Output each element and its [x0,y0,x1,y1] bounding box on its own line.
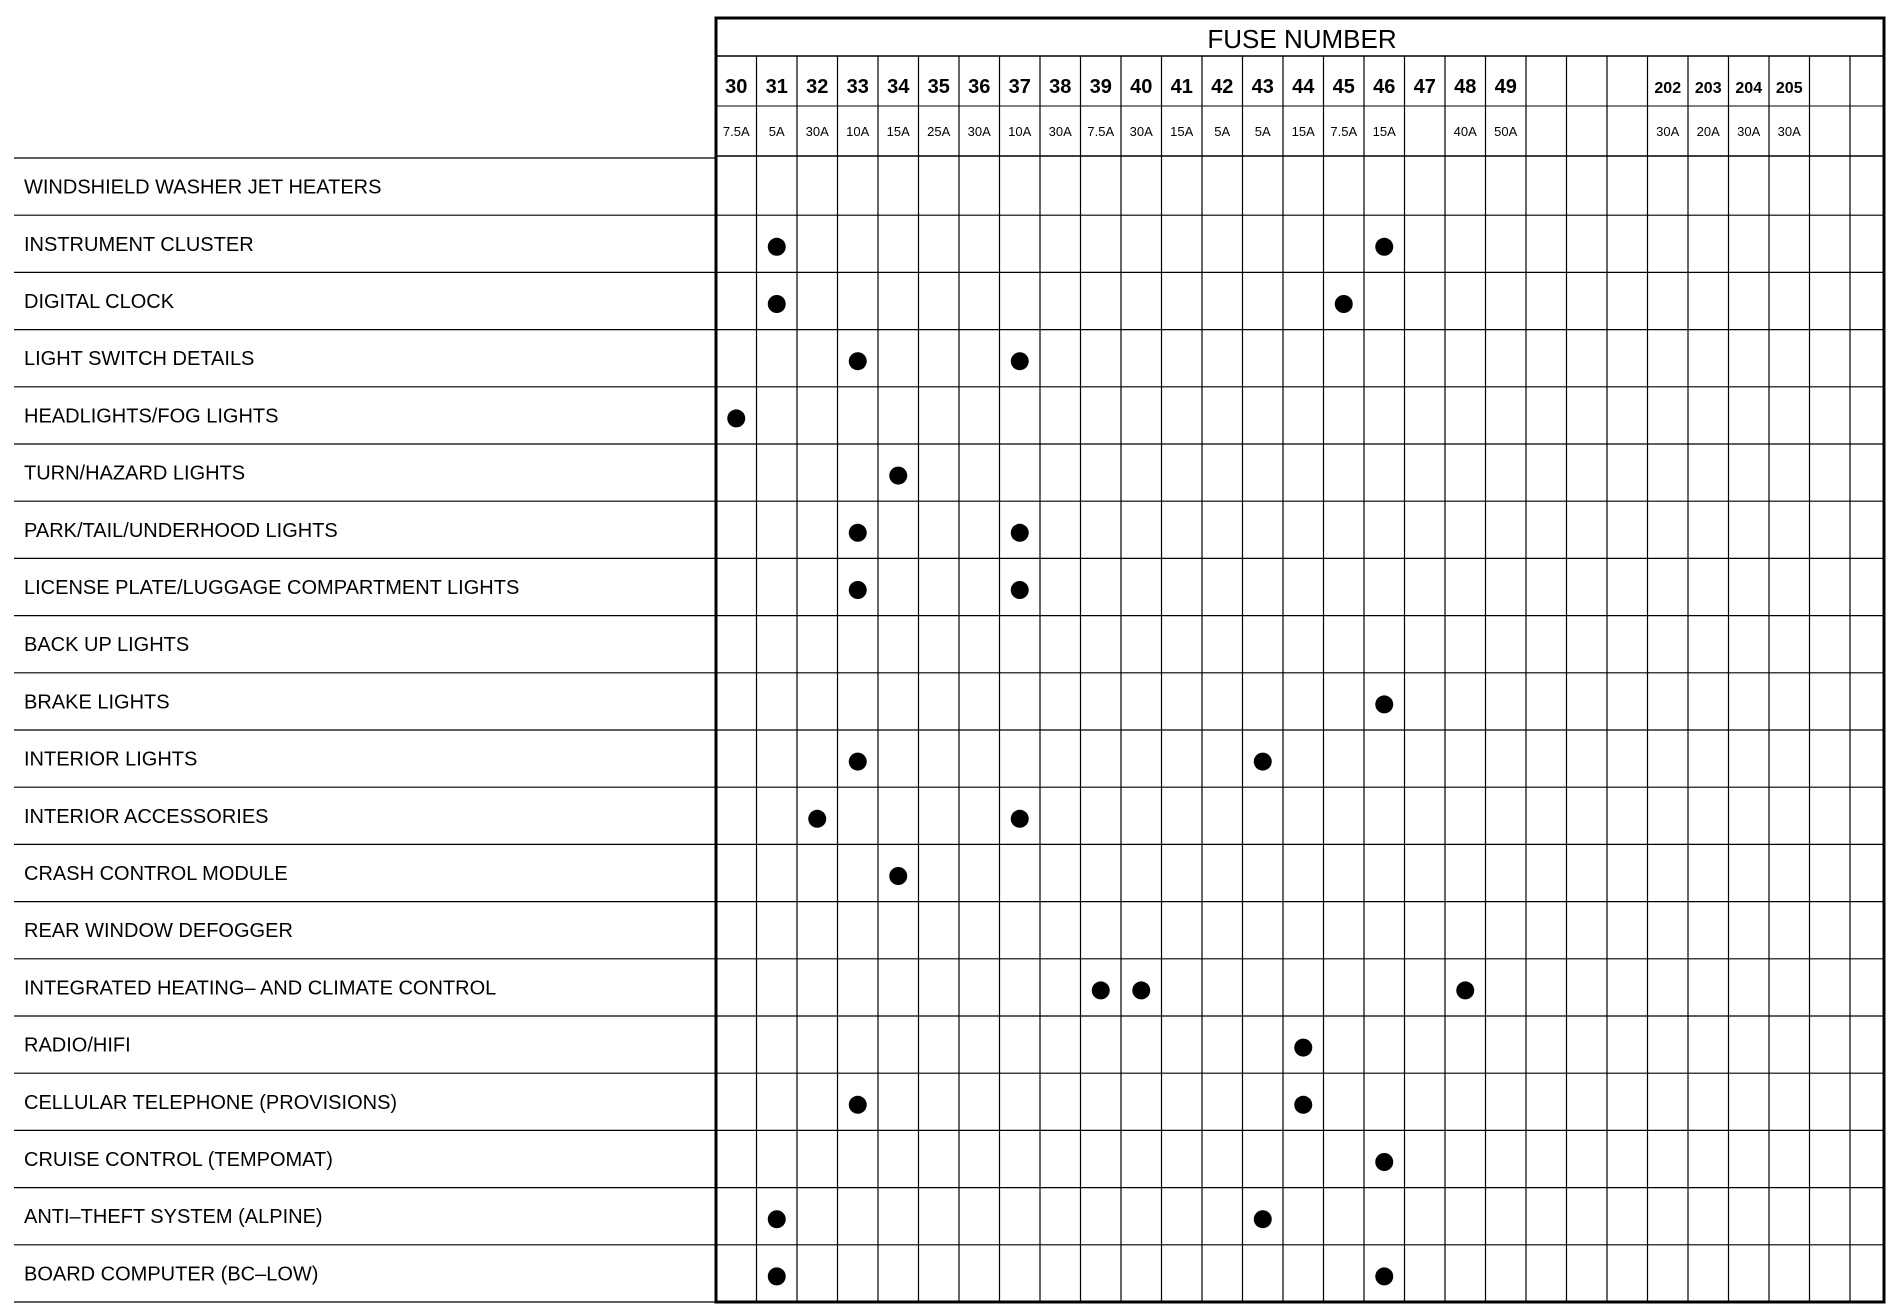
fuse-number: 32 [806,76,829,98]
fuse-marker [768,295,786,313]
component-label: INTERIOR LIGHTS [24,748,198,771]
component-label: LICENSE PLATE/LUGGAGE COMPARTMENT LIGHTS [24,577,520,599]
fuse-marker [768,1267,786,1285]
fuse-number: 41 [1170,76,1193,98]
fuse-number: 204 [1735,80,1763,97]
fuse-marker [1092,981,1110,999]
fuse-rating: 15A [1170,124,1194,139]
fuse-marker [1375,695,1393,713]
fuse-rating: 15A [886,124,910,139]
fuse-rating: 30A [1129,124,1153,139]
fuse-marker [1375,238,1393,256]
fuse-number: 45 [1332,76,1355,98]
fuse-number: 42 [1211,76,1234,98]
component-label: REAR WINDOW DEFOGGER [24,920,293,943]
fuse-number: 43 [1251,76,1274,98]
fuse-marker [849,753,867,771]
fuse-marker [1254,1210,1272,1228]
fuse-rating: 5A [1214,124,1231,139]
fuse-number: 202 [1654,80,1682,97]
fuse-marker [727,409,745,427]
fuse-marker [1335,295,1353,313]
fuse-number: 48 [1454,76,1477,98]
component-label: PARK/TAIL/UNDERHOOD LIGHTS [24,519,338,542]
fuse-marker [808,810,826,828]
component-label: ANTI–THEFT SYSTEM (ALPINE) [24,1206,323,1229]
fuse-marker [1011,524,1029,542]
component-label: BACK UP LIGHTS [24,634,190,657]
fuse-marker [1011,581,1029,599]
fuse-marker [1294,1096,1312,1114]
fuse-marker [849,581,867,599]
fuse-marker [1375,1267,1393,1285]
fuse-marker [849,1096,867,1114]
fuse-rating: 15A [1291,124,1315,139]
fuse-rating: 25A [927,124,951,139]
fuse-number: 31 [765,76,788,98]
fuse-marker [1132,981,1150,999]
fuse-rating: 40A [1453,124,1477,139]
fuse-number: 49 [1494,76,1517,98]
fuse-rating: 30A [1737,124,1761,139]
fuse-number: 37 [1008,76,1031,98]
component-label: TURN/HAZARD LIGHTS [24,462,246,485]
fuse-rating: 10A [846,124,870,139]
fuse-number: 205 [1775,80,1803,97]
fuse-number: 38 [1049,76,1072,98]
fuse-number: 35 [927,76,950,98]
fuse-rating: 50A [1494,124,1518,139]
fuse-labels [723,76,1803,139]
fuse-number: 39 [1089,76,1112,98]
chart-title: FUSE NUMBER [1207,24,1397,54]
fuse-number: 34 [887,76,910,98]
fuse-marker [849,352,867,370]
fuse-rating: 5A [1254,124,1271,139]
fuse-rating: 7.5A [1330,124,1358,139]
fuse-number: 47 [1413,76,1436,98]
fuse-rating: 7.5A [722,124,750,139]
fuse-rating: 15A [1372,124,1396,139]
component-label: DIGITAL CLOCK [24,291,175,313]
fuse-number: 40 [1130,76,1153,98]
fuse-number: 36 [968,76,991,98]
fuse-marker [1011,352,1029,370]
fuse-markers [727,238,1474,1286]
fuse-rating: 30A [805,124,829,139]
component-label: WINDSHIELD WASHER JET HEATERS [24,176,382,199]
fuse-marker [768,1210,786,1228]
fuse-marker [849,524,867,542]
fuse-marker [768,238,786,256]
component-label: CRASH CONTROL MODULE [24,863,288,885]
component-label: INSTRUMENT CLUSTER [24,233,254,256]
component-labels [24,177,519,1286]
fuse-rating: 20A [1696,124,1720,139]
component-label: HEADLIGHTS/FOG LIGHTS [24,405,279,428]
fuse-rating: 30A [1048,124,1072,139]
component-label: BOARD COMPUTER (BC–LOW) [24,1263,319,1286]
fuse-number: 30 [725,76,748,98]
fuse-number: 203 [1694,80,1722,97]
fuse-number: 44 [1292,76,1315,98]
component-label: INTERIOR ACCESSORIES [24,805,269,828]
fuse-marker [1294,1039,1312,1057]
fuse-number: 46 [1373,76,1396,98]
component-label: CELLULAR TELEPHONE (PROVISIONS) [24,1091,398,1114]
component-label: BRAKE LIGHTS [24,691,170,714]
component-label: LIGHT SWITCH DETAILS [24,348,255,371]
fuse-number: 33 [846,76,869,98]
fuse-marker [1011,810,1029,828]
fuse-rating: 30A [1777,124,1801,139]
fuse-header [1207,24,1396,54]
fuse-marker [1375,1153,1393,1171]
fuse-rating: 30A [967,124,991,139]
component-label: INTEGRATED HEATING– AND CLIMATE CONTROL [24,977,497,1000]
fuse-rating: 5A [768,124,785,139]
fuse-marker [1254,753,1272,771]
fuse-marker [889,867,907,885]
component-label: RADIO/HIFI [24,1034,131,1057]
fuse-rating: 7.5A [1087,124,1115,139]
fuse-rating: 30A [1656,124,1680,139]
fuse-rating: 10A [1008,124,1032,139]
fuse-marker [889,467,907,485]
component-label: CRUISE CONTROL (TEMPOMAT) [24,1149,333,1171]
fuse-marker [1456,981,1474,999]
